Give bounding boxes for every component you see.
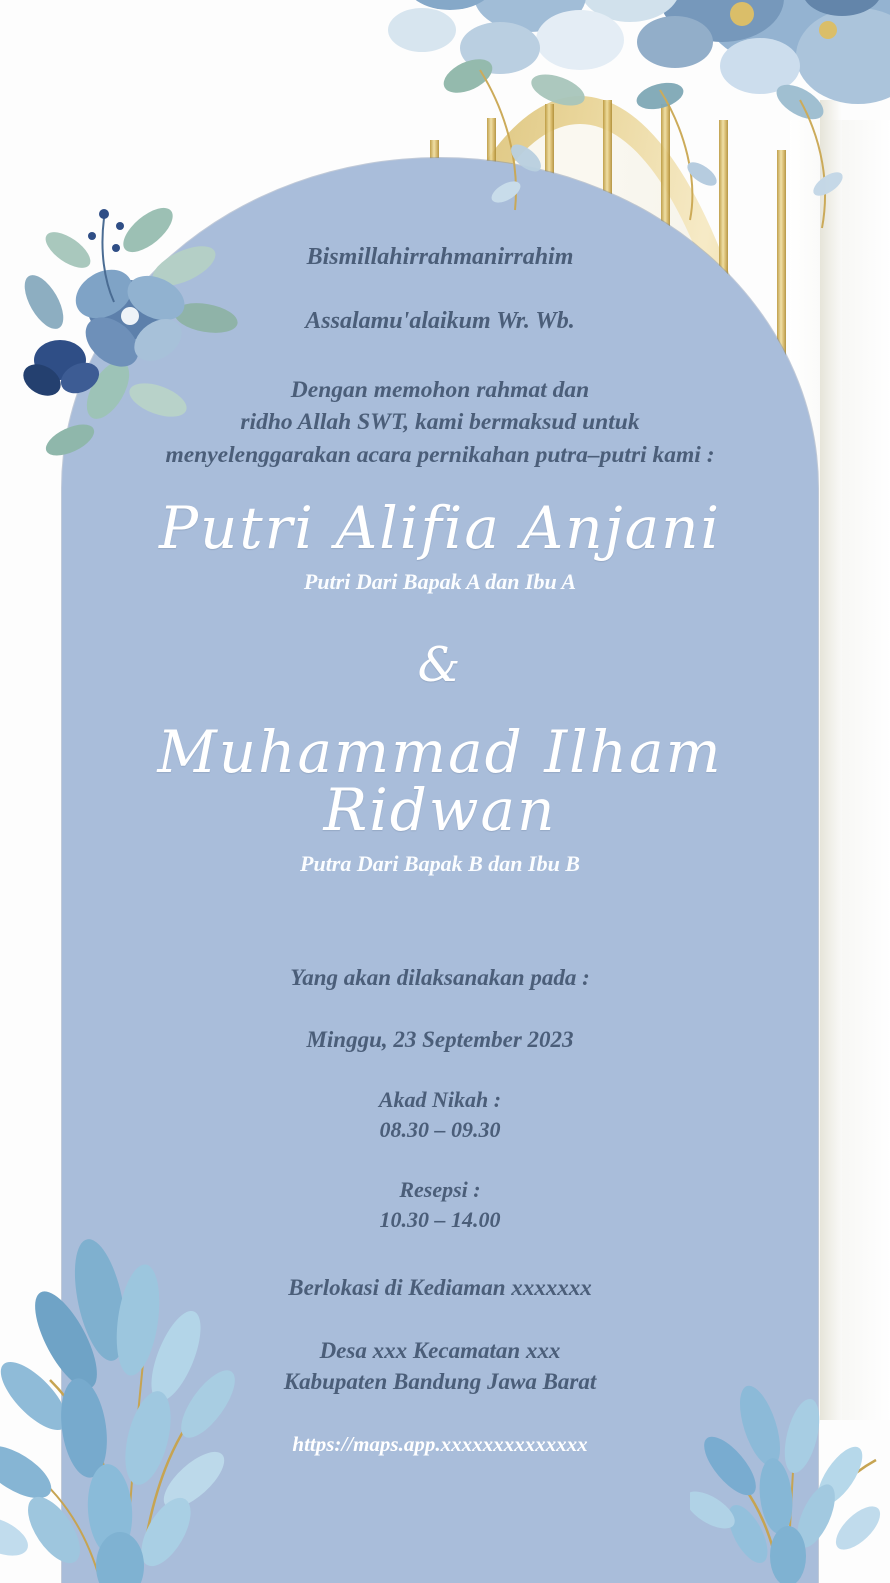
bismillah-text: Bismillahirrahmanirrahim [306, 244, 574, 270]
venue-address [62, 1335, 818, 1398]
intent-line-3: menyelenggarakan acara pernikahan putra–putri kami : [165, 441, 715, 468]
schedule-date: Minggu, 23 September 2023 [306, 1026, 574, 1052]
drape-decoration [820, 100, 842, 1420]
maps-link[interactable]: https://maps.app.xxxxxxxxxxxxxx [292, 1432, 588, 1457]
intent-line-1: Dengan memohon rahmat dan [290, 377, 590, 404]
intent-line-2: ridho Allah SWT, kami bermaksud untuk [240, 409, 640, 436]
address-line-1: Desa xxx Kecamatan xxx [319, 1337, 561, 1363]
event-title: Resepsi : [399, 1176, 481, 1202]
ampersand-separator: & [417, 636, 463, 693]
event-title: Akad Nikah : [378, 1086, 502, 1112]
event-time: 10.30 – 14.00 [379, 1206, 501, 1232]
invitation-arch-panel [62, 158, 818, 1583]
groom-parents: Putra Dari Bapak B dan Ibu B [300, 850, 580, 876]
schedule-lead-text: Yang akan dilaksanakan pada : [290, 964, 590, 990]
event-time: 08.30 – 09.30 [379, 1116, 501, 1142]
groom-name: Muhammad Ilham Ridwan [157, 717, 723, 844]
event-akad-nikah [62, 1087, 818, 1143]
bride-parents: Putri Dari Bapak A dan Ibu A [303, 568, 577, 594]
event-resepsi [62, 1177, 818, 1233]
bride-name: Putri Alifia Anjani [158, 493, 722, 562]
salam-text: Assalamu'alaikum Wr. Wb. [305, 308, 575, 335]
address-line-2: Kabupaten Bandung Jawa Barat [283, 1369, 597, 1395]
intent-text [62, 374, 818, 471]
venue-name: Berlokasi di Kediaman xxxxxxx [288, 1274, 592, 1300]
